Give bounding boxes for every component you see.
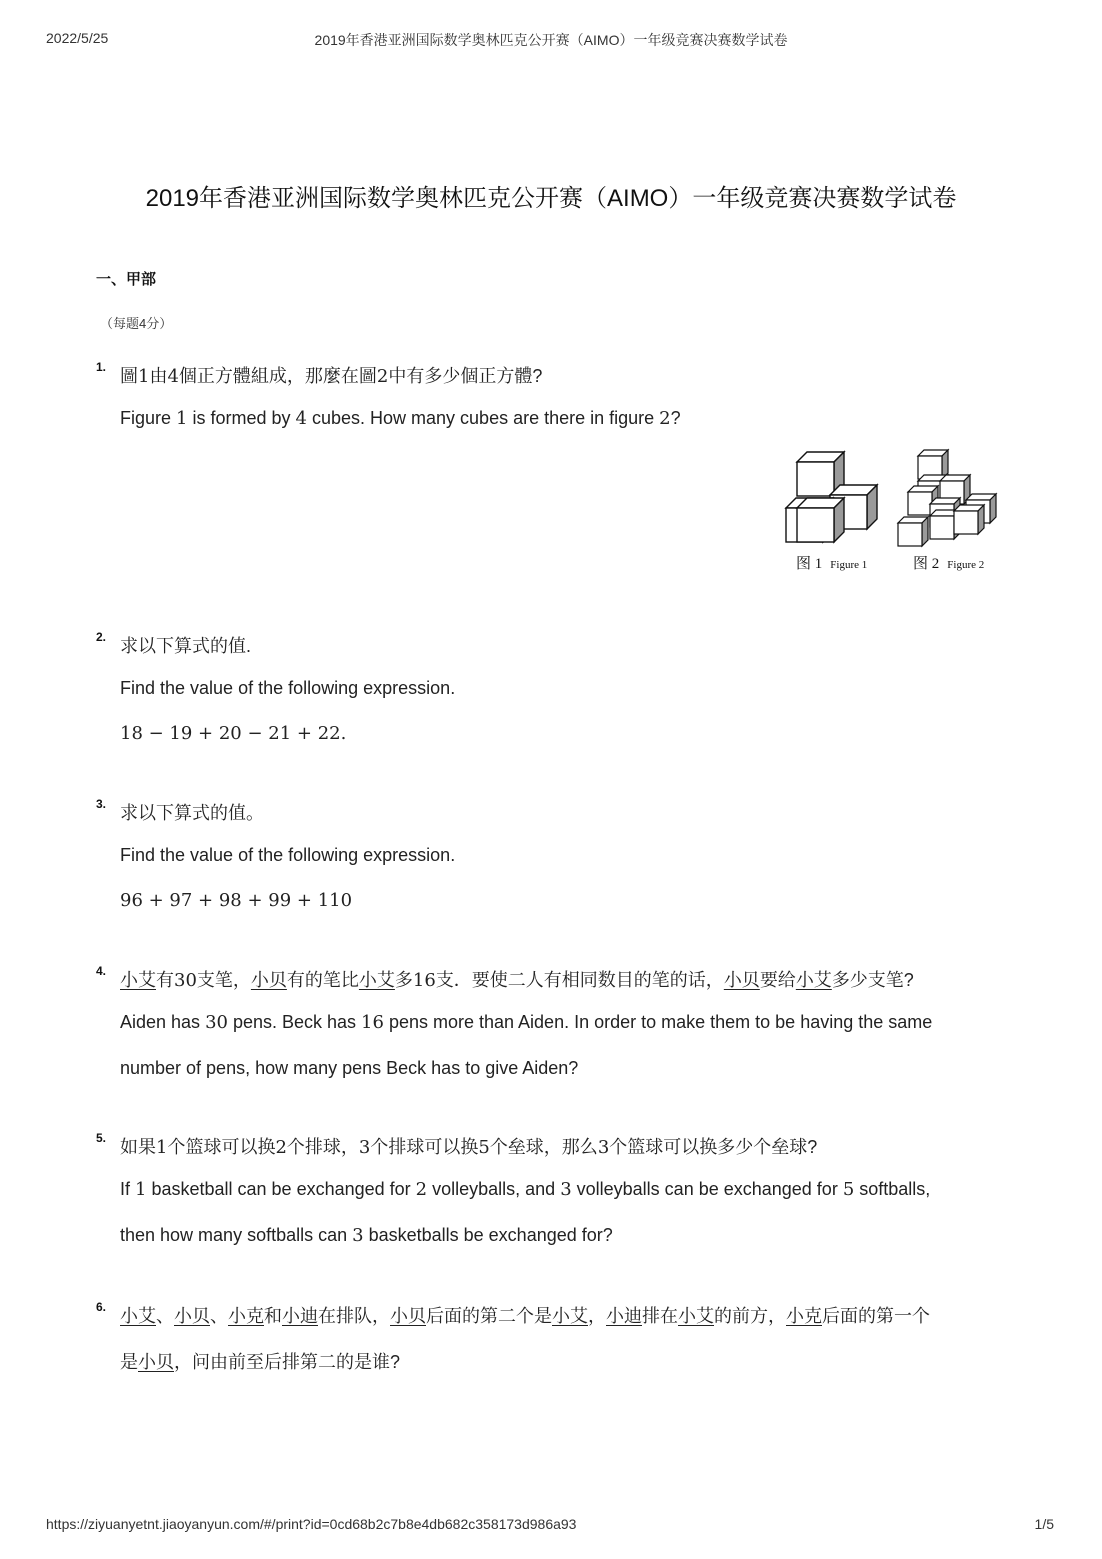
cube	[954, 505, 984, 534]
question-2-english: Find the value of the following expression.	[120, 678, 456, 698]
section-heading: 一、甲部	[96, 271, 157, 288]
cube	[797, 498, 844, 542]
question-4-english-line-1: Aiden has 30 pens. Beck has 16 pens more than Aiden. In order to make them to be having the same	[120, 1012, 933, 1033]
question-5-english-line-2: then how many softballs can 3 basketballs be exchanged for?	[120, 1225, 613, 1246]
page-number: 1/5	[1034, 1516, 1054, 1532]
question-6-chinese-line-2: 是小贝，问由前至后排第二的是谁?	[120, 1352, 401, 1372]
question-3-english: Find the value of the following expression.	[120, 845, 456, 865]
figure-1-caption: 图 1 Figure 1	[796, 556, 868, 572]
print-header-title: 2019年香港亚洲国际数学奥林匹克公开赛（AIMO）一年级竞赛决赛数学试卷	[314, 32, 788, 48]
question-number: 1.	[96, 360, 107, 374]
score-note: （每题4分）	[100, 316, 173, 331]
question-4-english-line-2: number of pens, how many pens Beck has to give Aiden?	[120, 1058, 579, 1078]
figure-2-caption: 图 2 Figure 2	[913, 556, 985, 572]
question-1-english: Figure 1 is formed by 4 cubes. How many cubes are there in figure 2?	[120, 408, 681, 429]
question-2-expression: 18 − 19 + 20 − 21 + 22.	[120, 723, 347, 744]
question-1-chinese: 圖1由4個正方體組成，那麼在圖2中有多少個正方體?	[120, 366, 543, 387]
question-5-chinese: 如果1个篮球可以换2个排球，3个排球可以换5个垒球，那么3个篮球可以换多少个垒球?	[120, 1137, 818, 1158]
figure-1-cubes	[786, 452, 877, 542]
page-title: 2019年香港亚洲国际数学奥林匹克公开赛（AIMO）一年级竞赛决赛数学试卷	[145, 185, 957, 212]
question-3-chinese: 求以下算式的值。	[120, 803, 264, 823]
cube-figures-drawing	[780, 448, 1010, 548]
print-footer-url: https://ziyuanyetnt.jiaoyanyun.com/#/print?id=0cd68b2c7b8e4db682c358173d986a93	[46, 1516, 577, 1532]
question-number: 5.	[96, 1131, 107, 1145]
question-number: 3.	[96, 797, 107, 811]
question-5-english-line-1: If 1 basketball can be exchanged for 2 volleyballs, and 3 volleyballs can be exchanged for 5 softballs,	[120, 1179, 931, 1200]
question-3-expression: 96 + 97 + 98 + 99 + 110	[120, 890, 353, 911]
figure-2-cubes	[898, 450, 996, 546]
question-number: 4.	[96, 964, 107, 978]
question-number: 2.	[96, 630, 107, 644]
question-number: 6.	[96, 1300, 107, 1314]
print-date: 2022/5/25	[46, 30, 109, 46]
cube-figures	[780, 448, 1010, 578]
question-6-chinese-line-1: 小艾、小贝、小克和小迪在排队，小贝后面的第二个是小艾，小迪排在小艾的前方，小克后面的第一个	[120, 1306, 930, 1326]
question-4-chinese: 小艾有30支笔，小贝有的笔比小艾多16支．要使二人有相同数目的笔的话，小贝要给小艾多少支笔?	[120, 970, 914, 991]
cube	[898, 517, 928, 546]
question-2-chinese: 求以下算式的值.	[120, 636, 252, 656]
